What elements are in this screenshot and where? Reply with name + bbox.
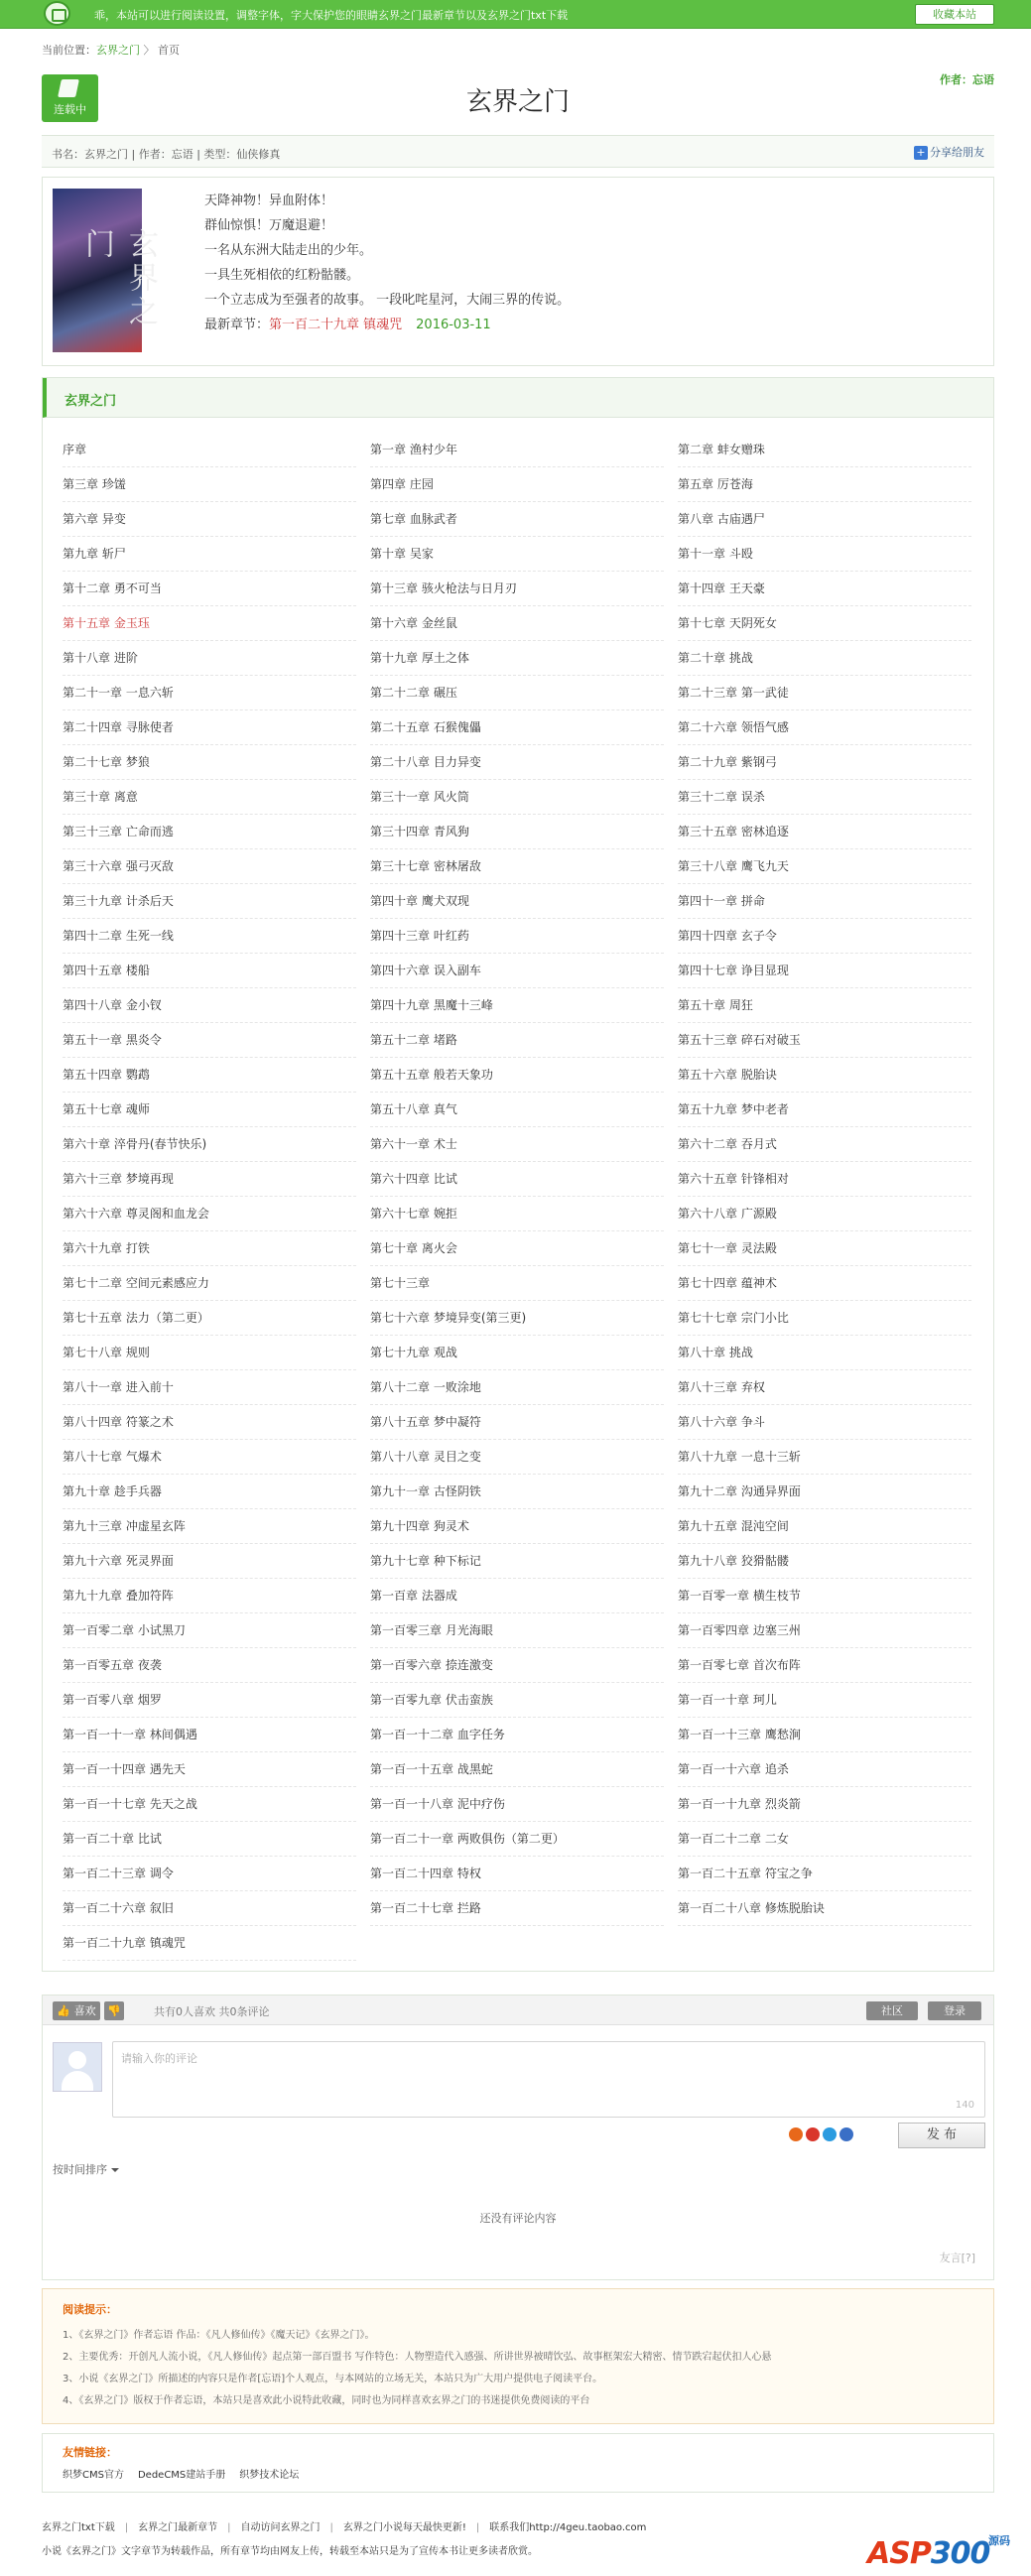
chapter-link[interactable]: 第六十一章 术士 [370, 1127, 664, 1162]
book-meta-text: 书名：玄界之门 | 作者：忘语 | 类型：仙侠修真 [52, 148, 281, 161]
sina-icon[interactable] [789, 2127, 803, 2141]
tip-item: 3、小说《玄界之门》所描述的内容只是作者[忘语]个人观点，与本网站的立场无关，本站只为广大用户提供电子阅读平台。 [63, 2374, 603, 2384]
author-link[interactable]: 作者：忘语 [940, 73, 994, 86]
chapter-link[interactable]: 第六十七章 婉拒 [370, 1197, 664, 1231]
chapter-link[interactable]: 第一百二十八章 修炼脱胎诀 [678, 1891, 971, 1926]
footer-link[interactable]: 玄界之门最新章节 [138, 2522, 218, 2533]
serial-status-badge: 连载中 [42, 74, 98, 122]
chapter-link[interactable]: 第一百二十五章 符宝之争 [678, 1857, 971, 1891]
top-bar [0, 0, 1031, 29]
chapter-link[interactable]: 第五十八章 真气 [370, 1093, 664, 1127]
footer-link[interactable]: 玄界之门txt下载 [42, 2522, 115, 2533]
chapter-link[interactable]: 第十章 吴家 [370, 537, 664, 572]
chapter-link[interactable]: 第七章 血脉武者 [370, 502, 664, 537]
qq-icon[interactable] [823, 2127, 837, 2141]
comment-box [42, 1995, 994, 2280]
book-cover-image: 玄界之门 [53, 189, 142, 352]
chapter-link[interactable]: 第七十三章 [370, 1266, 664, 1301]
chapter-link[interactable]: 第九十三章 冲虚星玄阵 [63, 1509, 356, 1544]
chapter-link[interactable]: 第四章 庄园 [370, 467, 664, 502]
chapter-link[interactable]: 第十九章 厚土之体 [370, 641, 664, 676]
chapter-link[interactable]: 第六十九章 打铁 [63, 1231, 356, 1266]
chapter-link[interactable]: 第七十五章 法力（第二更） [63, 1301, 356, 1336]
breadcrumb-separator: 〉 [143, 44, 155, 57]
chapter-link[interactable]: 第一百零五章 夜袭 [63, 1648, 356, 1683]
breadcrumb-prefix: 当前位置： [42, 44, 96, 57]
footer-link[interactable]: 玄界之门小说每天最快更新! [342, 2522, 466, 2533]
chapter-link[interactable]: 第八十四章 符篆之术 [63, 1405, 356, 1440]
chapter-link[interactable]: 第十五章 金玉珏 [63, 606, 356, 641]
community-button[interactable]: 社区 [866, 2001, 918, 2020]
share-button[interactable]: + 分享给朋友 [914, 144, 984, 160]
intro-line: 天降神物！异血附体！ [204, 193, 334, 208]
chapter-link[interactable]: 第一百零六章 捺连激变 [370, 1648, 664, 1683]
youyan-link[interactable]: 友言[?] [939, 2252, 975, 2264]
chapter-link[interactable]: 第七十九章 观战 [370, 1336, 664, 1370]
chapter-link[interactable]: 第五十一章 黑炎令 [63, 1023, 356, 1058]
chapter-link[interactable]: 第七十六章 梦境异变(第三更) [370, 1301, 664, 1336]
intro-line: 一名从东洲大陆走出的少年。 [204, 243, 373, 258]
chapter-link[interactable]: 第三十章 离意 [63, 780, 356, 815]
chapter-link[interactable]: 第六十章 淬骨丹(春节快乐) [63, 1127, 356, 1162]
chapter-link[interactable]: 第九十六章 死灵界面 [63, 1544, 356, 1579]
chapter-link[interactable]: 第七十八章 规则 [63, 1336, 356, 1370]
chapter-link[interactable]: 第六章 异变 [63, 502, 356, 537]
chapter-link[interactable]: 第二十章 挑战 [678, 641, 971, 676]
share-icons [789, 2127, 856, 2144]
chapter-link[interactable]: 第六十四章 比试 [370, 1162, 664, 1197]
chapter-link[interactable]: 第八十八章 灵目之变 [370, 1440, 664, 1475]
tip-item: 4、《玄界之门》版权于作者忘语，本站只是喜欢此小说特此收藏，同时也为同样喜欢玄界之门的书迷提供免费阅读的平台 [63, 2395, 590, 2406]
chapter-link[interactable]: 第一百零七章 首次布阵 [678, 1648, 971, 1683]
chapter-link[interactable]: 第三十三章 亡命而逃 [63, 815, 356, 849]
chapter-list-header: 玄界之门 [43, 378, 993, 418]
chapter-link[interactable]: 第二十九章 紫钢弓 [678, 745, 971, 780]
chapter-link[interactable]: 第十四章 王天豪 [678, 572, 971, 606]
friend-link[interactable]: 织梦技术论坛 [239, 2470, 300, 2481]
breadcrumb-current: 首页 [158, 44, 180, 57]
comment-toolbar [43, 1996, 993, 2025]
chapter-link[interactable]: 第四十三章 叶红药 [370, 919, 664, 954]
tips-list [63, 2325, 975, 2412]
chapter-link[interactable]: 第三十二章 误杀 [678, 780, 971, 815]
chapter-link[interactable]: 第八章 古庙遇尸 [678, 502, 971, 537]
chapter-link[interactable]: 第四十五章 楼船 [63, 954, 356, 988]
chapter-link[interactable]: 第四十一章 拼命 [678, 884, 971, 919]
top-notice: 乖，本站可以进行阅读设置，调整字体，字大保护您的眼睛玄界之门最新章节以及玄界之门txt下载 [94, 9, 569, 22]
friend-link[interactable]: DedeCMS建站手册 [137, 2470, 226, 2481]
chapter-link[interactable]: 第七十一章 灵法殿 [678, 1231, 971, 1266]
chapter-link[interactable]: 第十二章 勇不可当 [63, 572, 356, 606]
chapter-link[interactable]: 第五十七章 魂师 [63, 1093, 356, 1127]
bookmark-site-button[interactable]: 收藏本站 [915, 4, 994, 25]
chapter-link[interactable]: 第一百一十二章 血字任务 [370, 1718, 664, 1752]
chapter-link[interactable]: 第二十二章 碾压 [370, 676, 664, 710]
latest-chapter-date: 2016-03-11 [416, 318, 491, 332]
tip-item: 1、《玄界之门》作者忘语 作品：《凡人修仙传》《魔天记》《玄界之门》。 [63, 2330, 375, 2341]
chapter-link[interactable]: 第三十六章 强弓灭敌 [63, 849, 356, 884]
chapter-link[interactable]: 第一百一十九章 烈炎箭 [678, 1787, 971, 1822]
chapter-link[interactable]: 第二十六章 领悟气感 [678, 710, 971, 745]
empty-comments-text: 还没有评论内容 [479, 2212, 557, 2225]
chapter-link[interactable]: 第五十九章 梦中老者 [678, 1093, 971, 1127]
friend-link[interactable]: 织梦CMS官方 [63, 2470, 124, 2481]
book-meta-bar [42, 135, 994, 168]
chapter-link[interactable]: 第三十八章 鹰飞九天 [678, 849, 971, 884]
chapter-link[interactable]: 第六十二章 吞月式 [678, 1127, 971, 1162]
chapter-link[interactable]: 第一百一十八章 泥中疗伤 [370, 1787, 664, 1822]
footer-nav: 玄界之门txt下载 | 玄界之门最新章节 | 自动访问玄界之门 | 玄界之门小说每天最快更新! | 联系我们http://4geu.taobao.com [42, 2522, 647, 2533]
chapter-link[interactable]: 第二十一章 一息六斩 [63, 676, 356, 710]
chapter-link[interactable]: 第二十四章 寻脉使者 [63, 710, 356, 745]
netease-icon[interactable] [806, 2127, 820, 2141]
chapter-link[interactable]: 第六十八章 广源殿 [678, 1197, 971, 1231]
chapter-list [63, 433, 985, 1961]
breadcrumb [42, 42, 180, 58]
chapter-link[interactable]: 第九十一章 古怪阴铁 [370, 1475, 664, 1509]
post-comment-button[interactable]: 发 布 [898, 2123, 985, 2148]
dislike-button[interactable]: 👎 [104, 2001, 124, 2020]
renren-icon[interactable] [839, 2127, 853, 2141]
chapter-link[interactable]: 第一百二十三章 调令 [63, 1857, 356, 1891]
friend-links-title: 友情链接： [63, 2446, 117, 2459]
chapter-link[interactable]: 第五章 厉苍海 [678, 467, 971, 502]
chapter-link[interactable]: 第七十二章 空间元素感应力 [63, 1266, 356, 1301]
chapter-link[interactable]: 第八十三章 弃权 [678, 1370, 971, 1405]
footer-link[interactable]: 自动访问玄界之门 [240, 2522, 321, 2533]
chapter-link[interactable]: 第九章 斩尸 [63, 537, 356, 572]
char-limit: 140 [955, 2100, 974, 2111]
plus-icon: + [914, 146, 928, 160]
chapter-link[interactable]: 第一百零三章 月光海眼 [370, 1613, 664, 1648]
latest-chapter-row: 最新章节：第一百二十九章 镇魂咒 2016-03-11 [204, 318, 491, 332]
login-button[interactable]: 登录 [928, 2001, 981, 2020]
chapter-link[interactable]: 第十三章 骇火枪法与日月刃 [370, 572, 664, 606]
chapter-link[interactable]: 第八十七章 气爆术 [63, 1440, 356, 1475]
chapter-link[interactable]: 第一百二十六章 叙旧 [63, 1891, 356, 1926]
avatar [53, 2042, 102, 2092]
chapter-link[interactable]: 第一百一十七章 先天之战 [63, 1787, 356, 1822]
chapter-link[interactable]: 第一百零二章 小试黑刀 [63, 1613, 356, 1648]
comment-count: 共有0人喜欢 共0条评论 [154, 2005, 270, 2018]
chapter-link[interactable]: 第七十七章 宗门小比 [678, 1301, 971, 1336]
chapter-link[interactable]: 第一百一十四章 遇先天 [63, 1752, 356, 1787]
chapter-link[interactable]: 第一百零八章 烟罗 [63, 1683, 356, 1718]
chapter-link[interactable]: 第二十五章 石猴傀儡 [370, 710, 664, 745]
chapter-link[interactable]: 第三十五章 密林追逐 [678, 815, 971, 849]
latest-chapter-link[interactable]: 第一百二十九章 镇魂咒 [269, 318, 403, 332]
chapter-link[interactable]: 第九十章 趁手兵器 [63, 1475, 356, 1509]
chapter-link[interactable]: 第二章 蚌女赠珠 [678, 433, 971, 467]
chapter-link[interactable]: 第八十二章 一败涂地 [370, 1370, 664, 1405]
tips-title: 阅读提示： [63, 2303, 117, 2316]
chapter-link[interactable]: 第九十二章 沟通异界面 [678, 1475, 971, 1509]
friend-links-box [42, 2433, 994, 2493]
chapter-link[interactable]: 第四十六章 误入副车 [370, 954, 664, 988]
chapter-link[interactable]: 第一章 渔村少年 [370, 433, 664, 467]
reading-tips-box [42, 2288, 994, 2424]
chapter-link[interactable]: 第五十三章 碎石对破玉 [678, 1023, 971, 1058]
chapter-link[interactable]: 第一百零九章 伏击蛮族 [370, 1683, 664, 1718]
tip-item: 2、主要优秀：开创凡人流小说，《凡人修仙传》起点第一部百盟书 写作特色：人物塑造代入感强、所讲世界被晴饮弘、故事框架宏大精密、情节跌宕起伏扣人心悬 [63, 2352, 772, 2363]
sort-dropdown[interactable]: 按时间排序 [53, 2161, 119, 2177]
chapter-link[interactable]: 第一百一十五章 战黑蛇 [370, 1752, 664, 1787]
chapter-link[interactable]: 第十一章 斗殴 [678, 537, 971, 572]
chapter-link[interactable]: 第五十四章 鹦鹉 [63, 1058, 356, 1093]
chapter-link[interactable]: 第一百一十一章 林间偶遇 [63, 1718, 356, 1752]
chapter-link[interactable]: 第九十五章 混沌空间 [678, 1509, 971, 1544]
chapter-link[interactable]: 第三十四章 青风狗 [370, 815, 664, 849]
chapter-link[interactable]: 第一百零四章 边塞三州 [678, 1613, 971, 1648]
chapter-link[interactable]: 第四十四章 玄子令 [678, 919, 971, 954]
chapter-link[interactable]: 第五十五章 般若天象功 [370, 1058, 664, 1093]
chapter-link[interactable]: 第六十五章 针锋相对 [678, 1162, 971, 1197]
chapter-link[interactable]: 第二十七章 梦狼 [63, 745, 356, 780]
chapter-link[interactable]: 第九十九章 叠加符阵 [63, 1579, 356, 1613]
chapter-link[interactable]: 第一百一十六章 追杀 [678, 1752, 971, 1787]
chapter-link[interactable]: 第八十九章 一息十三斩 [678, 1440, 971, 1475]
like-button[interactable]: 👍 喜欢 [53, 2001, 100, 2020]
chapter-link[interactable]: 第十八章 进阶 [63, 641, 356, 676]
friend-links [63, 2466, 313, 2481]
chapter-link[interactable]: 第八十五章 梦中凝符 [370, 1405, 664, 1440]
watermark-logo: ASP300 源码 [867, 2534, 1010, 2571]
chapter-link[interactable]: 第八十六章 争斗 [678, 1405, 971, 1440]
chapter-list-box [42, 377, 994, 1972]
chapter-link[interactable]: 第九十四章 狗灵术 [370, 1509, 664, 1544]
chapter-link[interactable]: 第六十六章 尊灵阁和血龙会 [63, 1197, 356, 1231]
chapter-link[interactable]: 第一百二十二章 二女 [678, 1822, 971, 1857]
chapter-link[interactable]: 第二十八章 目力异变 [370, 745, 664, 780]
intro-line: 群仙惊惧！万魔退避！ [204, 218, 334, 233]
book-info-box [42, 177, 994, 366]
intro-line: 一具生死相依的红粉骷髅。 [204, 268, 360, 283]
chapter-link[interactable]: 第四十七章 诤目显现 [678, 954, 971, 988]
chapter-link[interactable]: 第八十章 挑战 [678, 1336, 971, 1370]
chapter-link[interactable]: 第一百二十一章 两败俱伤（第二更） [370, 1822, 664, 1857]
footer [42, 2516, 994, 2564]
chapter-link[interactable]: 第五十二章 堵路 [370, 1023, 664, 1058]
chapter-link[interactable]: 第三章 珍馐 [63, 467, 356, 502]
comment-input[interactable]: 请输入你的评论 140 [112, 2041, 985, 2118]
breadcrumb-book-link[interactable]: 玄界之门 [96, 44, 140, 57]
chapter-link[interactable]: 第五十六章 脱胎诀 [678, 1058, 971, 1093]
chapter-link[interactable]: 第四十章 鹰犬双现 [370, 884, 664, 919]
chapter-link[interactable]: 第四十二章 生死一线 [63, 919, 356, 954]
chapter-link[interactable]: 第一百一十章 珂儿 [678, 1683, 971, 1718]
chapter-link[interactable]: 第四十九章 黑魔十三峰 [370, 988, 664, 1023]
chapter-link[interactable]: 第九十七章 种下标记 [370, 1544, 664, 1579]
footer-link[interactable]: 联系我们http://4geu.taobao.com [489, 2522, 647, 2533]
chapter-link[interactable]: 第五十章 周狂 [678, 988, 971, 1023]
footer-notice: 小说《玄界之门》文字章节为转载作品，所有章节均由网友上传，转载至本站只是为了宣传本书让更多读者欣赏。 [42, 2546, 538, 2557]
intro-line: 一个立志成为至强者的故事。 一段叱咤星河，大闹三界的传说。 [204, 293, 571, 308]
chapter-link[interactable]: 第一百一十三章 鹰愁涧 [678, 1718, 971, 1752]
chapter-link[interactable]: 第三十七章 密林屠敌 [370, 849, 664, 884]
chapter-link[interactable]: 第一百零一章 横生枝节 [678, 1579, 971, 1613]
chapter-link[interactable]: 第一百二十章 比试 [63, 1822, 356, 1857]
chapter-link[interactable]: 第三十一章 风火筒 [370, 780, 664, 815]
chapter-link[interactable]: 第六十三章 梦境再现 [63, 1162, 356, 1197]
chapter-link[interactable]: 第十六章 金丝鼠 [370, 606, 664, 641]
chapter-link[interactable]: 第一百二十九章 镇魂咒 [63, 1926, 356, 1961]
chapter-link[interactable]: 第九十八章 狡猾骷髅 [678, 1544, 971, 1579]
site-logo-icon[interactable] [44, 1, 70, 26]
chapter-link[interactable]: 第一百章 法器成 [370, 1579, 664, 1613]
chapter-link[interactable]: 第八十一章 进入前十 [63, 1370, 356, 1405]
chapter-link[interactable]: 序章 [63, 433, 356, 467]
chapter-link[interactable]: 第七十四章 蕴神术 [678, 1266, 971, 1301]
chapter-link[interactable]: 第三十九章 计杀后天 [63, 884, 356, 919]
chapter-link[interactable]: 第四十八章 金小钗 [63, 988, 356, 1023]
chapter-link[interactable]: 第一百二十四章 特权 [370, 1857, 664, 1891]
chapter-link[interactable]: 第七十章 离火会 [370, 1231, 664, 1266]
chapter-link[interactable]: 第二十三章 第一武徒 [678, 676, 971, 710]
chapter-link[interactable]: 第一百二十七章 拦路 [370, 1891, 664, 1926]
book-intro [204, 189, 570, 337]
chapter-link[interactable]: 第十七章 天阴死女 [678, 606, 971, 641]
page-title: 玄界之门 [465, 87, 570, 117]
